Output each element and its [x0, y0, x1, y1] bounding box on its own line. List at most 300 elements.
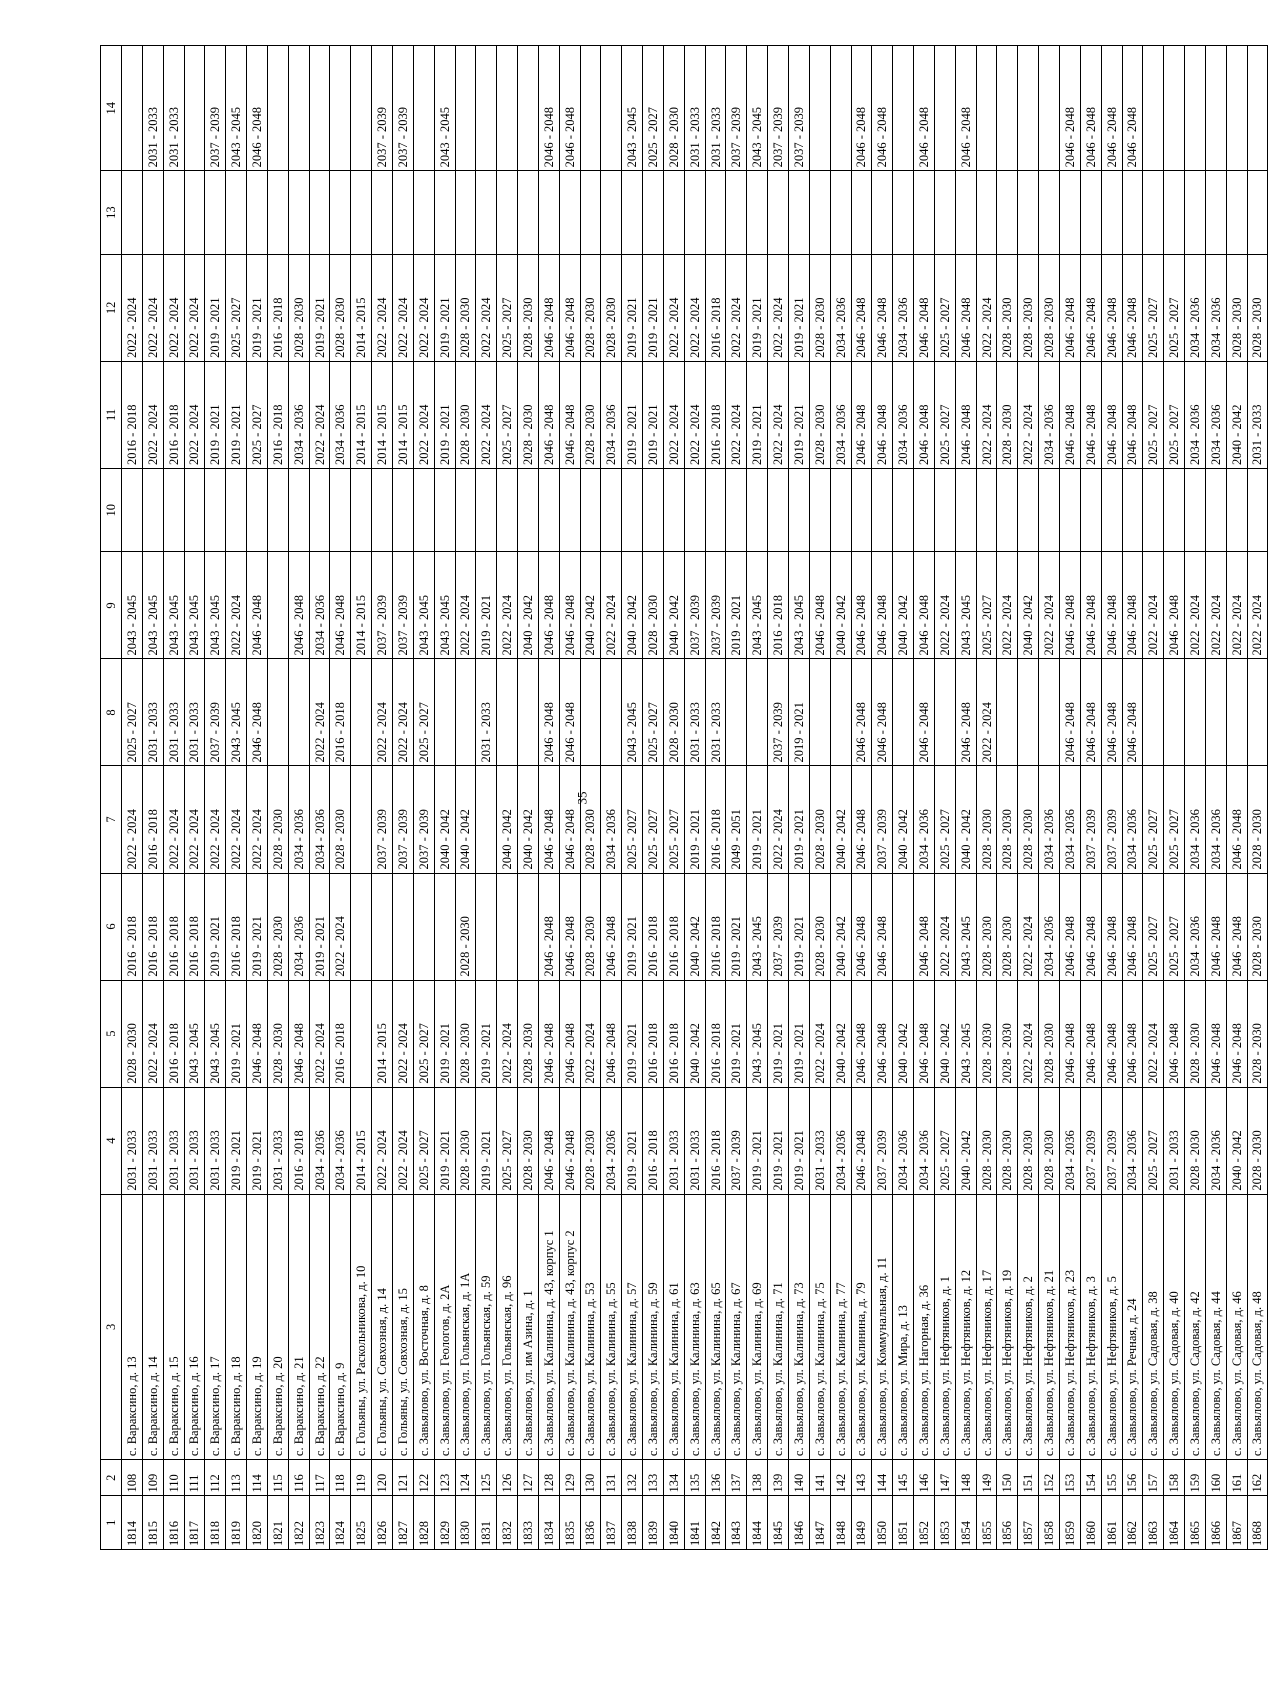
- table-row: [538, 46, 559, 1550]
- period-cell: 2022 - 2024: [768, 766, 789, 873]
- period-cell: 2028 - 2030: [976, 766, 997, 873]
- header-row: [101, 46, 122, 1550]
- period-cell: 2046 - 2048: [914, 361, 935, 468]
- period-cell: 2019 - 2021: [434, 254, 455, 361]
- period-cell: [976, 171, 997, 254]
- row-number-cell: 1821: [267, 1496, 288, 1550]
- period-cell: 2040 - 2042: [1018, 552, 1039, 659]
- period-cell: 2019 - 2021: [747, 766, 768, 873]
- row-number-cell: 1840: [663, 1496, 684, 1550]
- period-cell: [351, 468, 372, 551]
- period-cell: 2022 - 2024: [976, 659, 997, 766]
- period-cell: 2014 - 2015: [372, 361, 393, 468]
- period-cell: 2025 - 2027: [934, 766, 955, 873]
- period-cell: 2031 - 2033: [684, 46, 705, 171]
- period-cell: 2046 - 2048: [288, 980, 309, 1087]
- period-cell: 2034 - 2036: [309, 766, 330, 873]
- period-cell: [997, 659, 1018, 766]
- table-row: [330, 46, 351, 1550]
- period-cell: 2043 - 2045: [747, 980, 768, 1087]
- period-cell: [747, 468, 768, 551]
- item-number-cell: 148: [955, 1460, 976, 1496]
- period-cell: 2043 - 2045: [184, 980, 205, 1087]
- table-row: [309, 46, 330, 1550]
- address-cell: с. Завьялово, ул. Нефтяников, д. 1: [934, 1194, 955, 1459]
- period-cell: 2043 - 2045: [747, 873, 768, 980]
- table-row: [559, 46, 580, 1550]
- period-cell: [684, 171, 705, 254]
- item-number-cell: 153: [1059, 1460, 1080, 1496]
- period-cell: [122, 468, 143, 551]
- period-cell: 2043 - 2045: [226, 659, 247, 766]
- item-number-cell: 142: [830, 1460, 851, 1496]
- table-row: [497, 46, 518, 1550]
- period-cell: 2022 - 2024: [309, 659, 330, 766]
- period-cell: 2046 - 2048: [1101, 659, 1122, 766]
- period-cell: 2040 - 2042: [955, 1087, 976, 1194]
- row-number-cell: 1826: [372, 1496, 393, 1550]
- period-cell: 2034 - 2036: [1185, 361, 1206, 468]
- period-cell: [643, 171, 664, 254]
- table-row: [705, 46, 726, 1550]
- period-cell: 2022 - 2024: [1247, 552, 1268, 659]
- period-cell: 2022 - 2024: [163, 254, 184, 361]
- period-cell: 2046 - 2048: [1205, 980, 1226, 1087]
- period-cell: 2046 - 2048: [601, 873, 622, 980]
- item-number-cell: 111: [184, 1460, 205, 1496]
- period-cell: 2028 - 2030: [1039, 980, 1060, 1087]
- address-cell: с. Завьялово, ул. Мира, д. 13: [893, 1194, 914, 1459]
- period-cell: 2037 - 2039: [392, 46, 413, 171]
- period-cell: [1101, 468, 1122, 551]
- period-cell: 2043 - 2045: [434, 46, 455, 171]
- period-cell: 2037 - 2039: [1080, 1087, 1101, 1194]
- period-cell: [455, 468, 476, 551]
- period-cell: 2034 - 2036: [1205, 1087, 1226, 1194]
- period-cell: 2046 - 2048: [1080, 552, 1101, 659]
- period-cell: 2019 - 2021: [643, 361, 664, 468]
- address-cell: с. Завьялово, ул. Гольянская, д. 59: [476, 1194, 497, 1459]
- item-number-cell: 150: [997, 1460, 1018, 1496]
- period-cell: [663, 171, 684, 254]
- period-cell: [205, 468, 226, 551]
- period-cell: [1039, 659, 1060, 766]
- column-header: 10: [101, 468, 122, 551]
- period-cell: 2022 - 2024: [247, 766, 268, 873]
- period-cell: [1122, 171, 1143, 254]
- period-cell: 2025 - 2027: [643, 659, 664, 766]
- item-number-cell: 110: [163, 1460, 184, 1496]
- period-cell: [497, 46, 518, 171]
- address-cell: с. Вараксино, д. 21: [288, 1194, 309, 1459]
- period-cell: [434, 659, 455, 766]
- period-cell: 2022 - 2024: [330, 873, 351, 980]
- address-cell: с. Вараксино, д. 16: [184, 1194, 205, 1459]
- period-cell: 2019 - 2021: [726, 980, 747, 1087]
- item-number-cell: 123: [434, 1460, 455, 1496]
- address-cell: с. Завьялово, ул. Нефтяников, д. 17: [976, 1194, 997, 1459]
- period-cell: [330, 468, 351, 551]
- address-cell: с. Завьялово, ул. Калинина, д. 43, корпус 2: [559, 1194, 580, 1459]
- period-cell: 2019 - 2021: [434, 980, 455, 1087]
- period-cell: 2040 - 2042: [830, 873, 851, 980]
- period-cell: [163, 171, 184, 254]
- row-number-cell: 1814: [122, 1496, 143, 1550]
- table-row: [122, 46, 143, 1550]
- item-number-cell: 156: [1122, 1460, 1143, 1496]
- period-cell: 2046 - 2048: [1101, 980, 1122, 1087]
- period-cell: 2046 - 2048: [538, 361, 559, 468]
- row-number-cell: 1846: [789, 1496, 810, 1550]
- item-number-cell: 160: [1205, 1460, 1226, 1496]
- period-cell: 2028 - 2030: [1247, 873, 1268, 980]
- period-cell: [997, 46, 1018, 171]
- period-cell: 2046 - 2048: [1059, 659, 1080, 766]
- period-cell: 2046 - 2048: [538, 659, 559, 766]
- period-cell: [1080, 468, 1101, 551]
- period-cell: 2046 - 2048: [851, 1087, 872, 1194]
- period-cell: 2016 - 2018: [163, 873, 184, 980]
- period-cell: 2043 - 2045: [142, 552, 163, 659]
- period-cell: 2025 - 2027: [413, 980, 434, 1087]
- period-cell: 2046 - 2048: [1101, 552, 1122, 659]
- period-cell: 2025 - 2027: [1143, 361, 1164, 468]
- schedule-table: [100, 45, 1268, 1550]
- period-cell: 2022 - 2024: [1143, 980, 1164, 1087]
- period-cell: [351, 766, 372, 873]
- item-number-cell: 133: [643, 1460, 664, 1496]
- period-cell: 2034 - 2036: [330, 1087, 351, 1194]
- period-cell: 2016 - 2018: [643, 1087, 664, 1194]
- table-row: [1164, 46, 1185, 1550]
- period-cell: 2022 - 2024: [184, 361, 205, 468]
- row-number-cell: 1824: [330, 1496, 351, 1550]
- item-number-cell: 108: [122, 1460, 143, 1496]
- period-cell: [726, 468, 747, 551]
- period-cell: [976, 46, 997, 171]
- period-cell: 2028 - 2030: [330, 254, 351, 361]
- period-cell: [392, 468, 413, 551]
- period-cell: 2022 - 2024: [1226, 552, 1247, 659]
- period-cell: 2014 - 2015: [351, 552, 372, 659]
- row-number-cell: 1832: [497, 1496, 518, 1550]
- period-cell: [1143, 659, 1164, 766]
- period-cell: 2040 - 2042: [893, 552, 914, 659]
- item-number-cell: 143: [851, 1460, 872, 1496]
- period-cell: [914, 468, 935, 551]
- item-number-cell: 120: [372, 1460, 393, 1496]
- period-cell: 2028 - 2030: [809, 254, 830, 361]
- row-number-cell: 1841: [684, 1496, 705, 1550]
- address-cell: с. Завьялово, ул. Калинина, д. 63: [684, 1194, 705, 1459]
- period-cell: [226, 171, 247, 254]
- period-cell: 2016 - 2018: [705, 766, 726, 873]
- period-cell: 2022 - 2024: [1018, 980, 1039, 1087]
- row-number-cell: 1861: [1101, 1496, 1122, 1550]
- period-cell: 2028 - 2030: [518, 361, 539, 468]
- table-row: [184, 46, 205, 1550]
- item-number-cell: 146: [914, 1460, 935, 1496]
- table-row: [267, 46, 288, 1550]
- column-header: 3: [101, 1194, 122, 1459]
- period-cell: 2028 - 2030: [1247, 980, 1268, 1087]
- period-cell: 2016 - 2018: [705, 361, 726, 468]
- period-cell: 2022 - 2024: [309, 980, 330, 1087]
- table-row: [226, 46, 247, 1550]
- period-cell: 2046 - 2048: [1059, 552, 1080, 659]
- period-cell: 2046 - 2048: [1122, 980, 1143, 1087]
- row-number-cell: 1830: [455, 1496, 476, 1550]
- period-cell: 2025 - 2027: [1164, 254, 1185, 361]
- period-cell: 2019 - 2021: [622, 361, 643, 468]
- period-cell: 2046 - 2048: [538, 1087, 559, 1194]
- period-cell: [1226, 46, 1247, 171]
- period-cell: 2022 - 2024: [934, 552, 955, 659]
- period-cell: 2022 - 2024: [768, 361, 789, 468]
- address-cell: с. Завьялово, ул. Коммунальная, д. 11: [872, 1194, 893, 1459]
- period-cell: [434, 468, 455, 551]
- row-number-cell: 1817: [184, 1496, 205, 1550]
- period-cell: [1039, 46, 1060, 171]
- period-cell: 2025 - 2027: [1143, 873, 1164, 980]
- period-cell: 2022 - 2024: [142, 980, 163, 1087]
- item-number-cell: 162: [1247, 1460, 1268, 1496]
- period-cell: 2019 - 2021: [247, 254, 268, 361]
- period-cell: 2025 - 2027: [247, 361, 268, 468]
- table-row: [392, 46, 413, 1550]
- period-cell: 2025 - 2027: [934, 361, 955, 468]
- column-header: 14: [101, 46, 122, 171]
- item-number-cell: 137: [726, 1460, 747, 1496]
- period-cell: 2034 - 2036: [893, 254, 914, 361]
- period-cell: 2040 - 2042: [434, 766, 455, 873]
- period-cell: 2037 - 2039: [705, 552, 726, 659]
- period-cell: 2028 - 2030: [580, 254, 601, 361]
- period-cell: 2046 - 2048: [914, 552, 935, 659]
- table-row: [1122, 46, 1143, 1550]
- period-cell: 2043 - 2045: [955, 873, 976, 980]
- period-cell: 2022 - 2024: [1185, 552, 1206, 659]
- period-cell: 2034 - 2036: [893, 361, 914, 468]
- period-cell: 2025 - 2027: [663, 766, 684, 873]
- table-row: [1018, 46, 1039, 1550]
- period-cell: [809, 171, 830, 254]
- address-cell: с. Завьялово, ул. Нефтяников, д. 5: [1101, 1194, 1122, 1459]
- period-cell: [351, 659, 372, 766]
- period-cell: [601, 171, 622, 254]
- period-cell: [288, 468, 309, 551]
- period-cell: 2022 - 2024: [372, 659, 393, 766]
- period-cell: 2019 - 2021: [768, 980, 789, 1087]
- period-cell: [830, 659, 851, 766]
- period-cell: [1247, 659, 1268, 766]
- period-cell: 2025 - 2027: [643, 46, 664, 171]
- row-number-cell: 1831: [476, 1496, 497, 1550]
- period-cell: 2019 - 2021: [789, 659, 810, 766]
- table-row: [1205, 46, 1226, 1550]
- period-cell: 2046 - 2048: [872, 552, 893, 659]
- period-cell: 2043 - 2045: [163, 552, 184, 659]
- period-cell: 2028 - 2030: [518, 1087, 539, 1194]
- period-cell: 2022 - 2024: [726, 361, 747, 468]
- period-cell: 2016 - 2018: [643, 980, 664, 1087]
- period-cell: [309, 468, 330, 551]
- period-cell: 2046 - 2048: [1101, 254, 1122, 361]
- address-cell: с. Завьялово, ул. Калинина, д. 55: [601, 1194, 622, 1459]
- period-cell: 2019 - 2021: [309, 873, 330, 980]
- period-cell: 2046 - 2048: [851, 659, 872, 766]
- period-cell: [684, 468, 705, 551]
- period-cell: [476, 468, 497, 551]
- period-cell: 2046 - 2048: [872, 254, 893, 361]
- period-cell: 2028 - 2030: [455, 254, 476, 361]
- period-cell: [726, 659, 747, 766]
- period-cell: 2025 - 2027: [1164, 766, 1185, 873]
- period-cell: 2046 - 2048: [538, 46, 559, 171]
- period-cell: [455, 46, 476, 171]
- address-cell: с. Завьялово, ул. Калинина, д. 61: [663, 1194, 684, 1459]
- period-cell: 2025 - 2027: [934, 254, 955, 361]
- item-number-cell: 129: [559, 1460, 580, 1496]
- table-row: [455, 46, 476, 1550]
- period-cell: [267, 552, 288, 659]
- period-cell: [122, 46, 143, 171]
- period-cell: 2022 - 2024: [392, 659, 413, 766]
- period-cell: [1018, 171, 1039, 254]
- item-number-cell: 158: [1164, 1460, 1185, 1496]
- period-cell: [830, 46, 851, 171]
- row-number-cell: 1852: [914, 1496, 935, 1550]
- period-cell: 2025 - 2027: [622, 766, 643, 873]
- period-cell: [518, 468, 539, 551]
- period-cell: 2046 - 2048: [851, 766, 872, 873]
- row-number-cell: 1848: [830, 1496, 851, 1550]
- period-cell: 2034 - 2036: [1205, 766, 1226, 873]
- item-number-cell: 113: [226, 1460, 247, 1496]
- period-cell: 2022 - 2024: [580, 980, 601, 1087]
- period-cell: 2028 - 2030: [997, 361, 1018, 468]
- period-cell: 2028 - 2030: [330, 766, 351, 873]
- period-cell: [809, 659, 830, 766]
- row-number-cell: 1851: [893, 1496, 914, 1550]
- period-cell: 2046 - 2048: [914, 980, 935, 1087]
- period-cell: [351, 46, 372, 171]
- address-cell: с. Гольяны, ул. Совхозная, д. 14: [372, 1194, 393, 1459]
- period-cell: [392, 171, 413, 254]
- period-cell: 2031 - 2033: [142, 1087, 163, 1194]
- address-cell: с. Вараксино, д. 13: [122, 1194, 143, 1459]
- period-cell: [1205, 46, 1226, 171]
- address-cell: с. Завьялово, ул. Калинина, д. 75: [809, 1194, 830, 1459]
- period-cell: 2034 - 2036: [914, 1087, 935, 1194]
- period-cell: 2019 - 2021: [622, 980, 643, 1087]
- address-cell: с. Завьялово, ул. Нагорная, д. 36: [914, 1194, 935, 1459]
- period-cell: [1247, 46, 1268, 171]
- period-cell: 2028 - 2030: [997, 873, 1018, 980]
- period-cell: 2016 - 2018: [184, 873, 205, 980]
- period-cell: 2037 - 2039: [392, 552, 413, 659]
- period-cell: 2046 - 2048: [1059, 254, 1080, 361]
- period-cell: 2031 - 2033: [684, 659, 705, 766]
- period-cell: [1143, 171, 1164, 254]
- period-cell: 2031 - 2033: [142, 46, 163, 171]
- period-cell: [726, 171, 747, 254]
- period-cell: [184, 468, 205, 551]
- address-cell: с. Вараксино, д. 18: [226, 1194, 247, 1459]
- period-cell: 2025 - 2027: [497, 361, 518, 468]
- period-cell: [1185, 171, 1206, 254]
- item-number-cell: 154: [1080, 1460, 1101, 1496]
- period-cell: [747, 171, 768, 254]
- period-cell: 2019 - 2021: [434, 1087, 455, 1194]
- item-number-cell: 132: [622, 1460, 643, 1496]
- period-cell: 2034 - 2036: [830, 1087, 851, 1194]
- period-cell: [538, 171, 559, 254]
- period-cell: 2019 - 2021: [226, 1087, 247, 1194]
- period-cell: [768, 171, 789, 254]
- period-cell: 2043 - 2045: [622, 659, 643, 766]
- period-cell: [1164, 659, 1185, 766]
- item-number-cell: 144: [872, 1460, 893, 1496]
- column-header: 12: [101, 254, 122, 361]
- period-cell: 2046 - 2048: [955, 254, 976, 361]
- period-cell: [413, 171, 434, 254]
- period-cell: 2037 - 2039: [684, 552, 705, 659]
- period-cell: 2046 - 2048: [1080, 980, 1101, 1087]
- table-row: [830, 46, 851, 1550]
- row-number-cell: 1862: [1122, 1496, 1143, 1550]
- period-cell: [330, 46, 351, 171]
- address-cell: с. Завьялово, ул. им Азина, д. 1: [518, 1194, 539, 1459]
- period-cell: 2046 - 2048: [1101, 46, 1122, 171]
- period-cell: 2028 - 2030: [580, 361, 601, 468]
- period-cell: 2046 - 2048: [914, 873, 935, 980]
- period-cell: 2046 - 2048: [538, 980, 559, 1087]
- table-row: [1059, 46, 1080, 1550]
- period-cell: [413, 46, 434, 171]
- period-cell: 2037 - 2039: [392, 766, 413, 873]
- period-cell: [934, 659, 955, 766]
- period-cell: [476, 873, 497, 980]
- period-cell: [392, 873, 413, 980]
- period-cell: 2028 - 2030: [997, 980, 1018, 1087]
- period-cell: [372, 171, 393, 254]
- period-cell: [497, 659, 518, 766]
- period-cell: 2025 - 2027: [934, 1087, 955, 1194]
- period-cell: 2043 - 2045: [184, 552, 205, 659]
- period-cell: 2019 - 2021: [726, 552, 747, 659]
- period-cell: 2022 - 2024: [455, 552, 476, 659]
- period-cell: 2046 - 2048: [1205, 873, 1226, 980]
- period-cell: 2022 - 2024: [392, 1087, 413, 1194]
- address-cell: с. Вараксино, д. 15: [163, 1194, 184, 1459]
- table-row: [622, 46, 643, 1550]
- period-cell: 2046 - 2048: [1080, 659, 1101, 766]
- period-cell: [872, 171, 893, 254]
- period-cell: [267, 468, 288, 551]
- period-cell: [830, 468, 851, 551]
- period-cell: [518, 171, 539, 254]
- item-number-cell: 139: [768, 1460, 789, 1496]
- item-number-cell: 136: [705, 1460, 726, 1496]
- period-cell: 2034 - 2036: [1205, 254, 1226, 361]
- row-number-cell: 1838: [622, 1496, 643, 1550]
- period-cell: 2037 - 2039: [789, 46, 810, 171]
- period-cell: [413, 468, 434, 551]
- period-cell: [1164, 468, 1185, 551]
- row-number-cell: 1820: [247, 1496, 268, 1550]
- period-cell: 2019 - 2021: [226, 980, 247, 1087]
